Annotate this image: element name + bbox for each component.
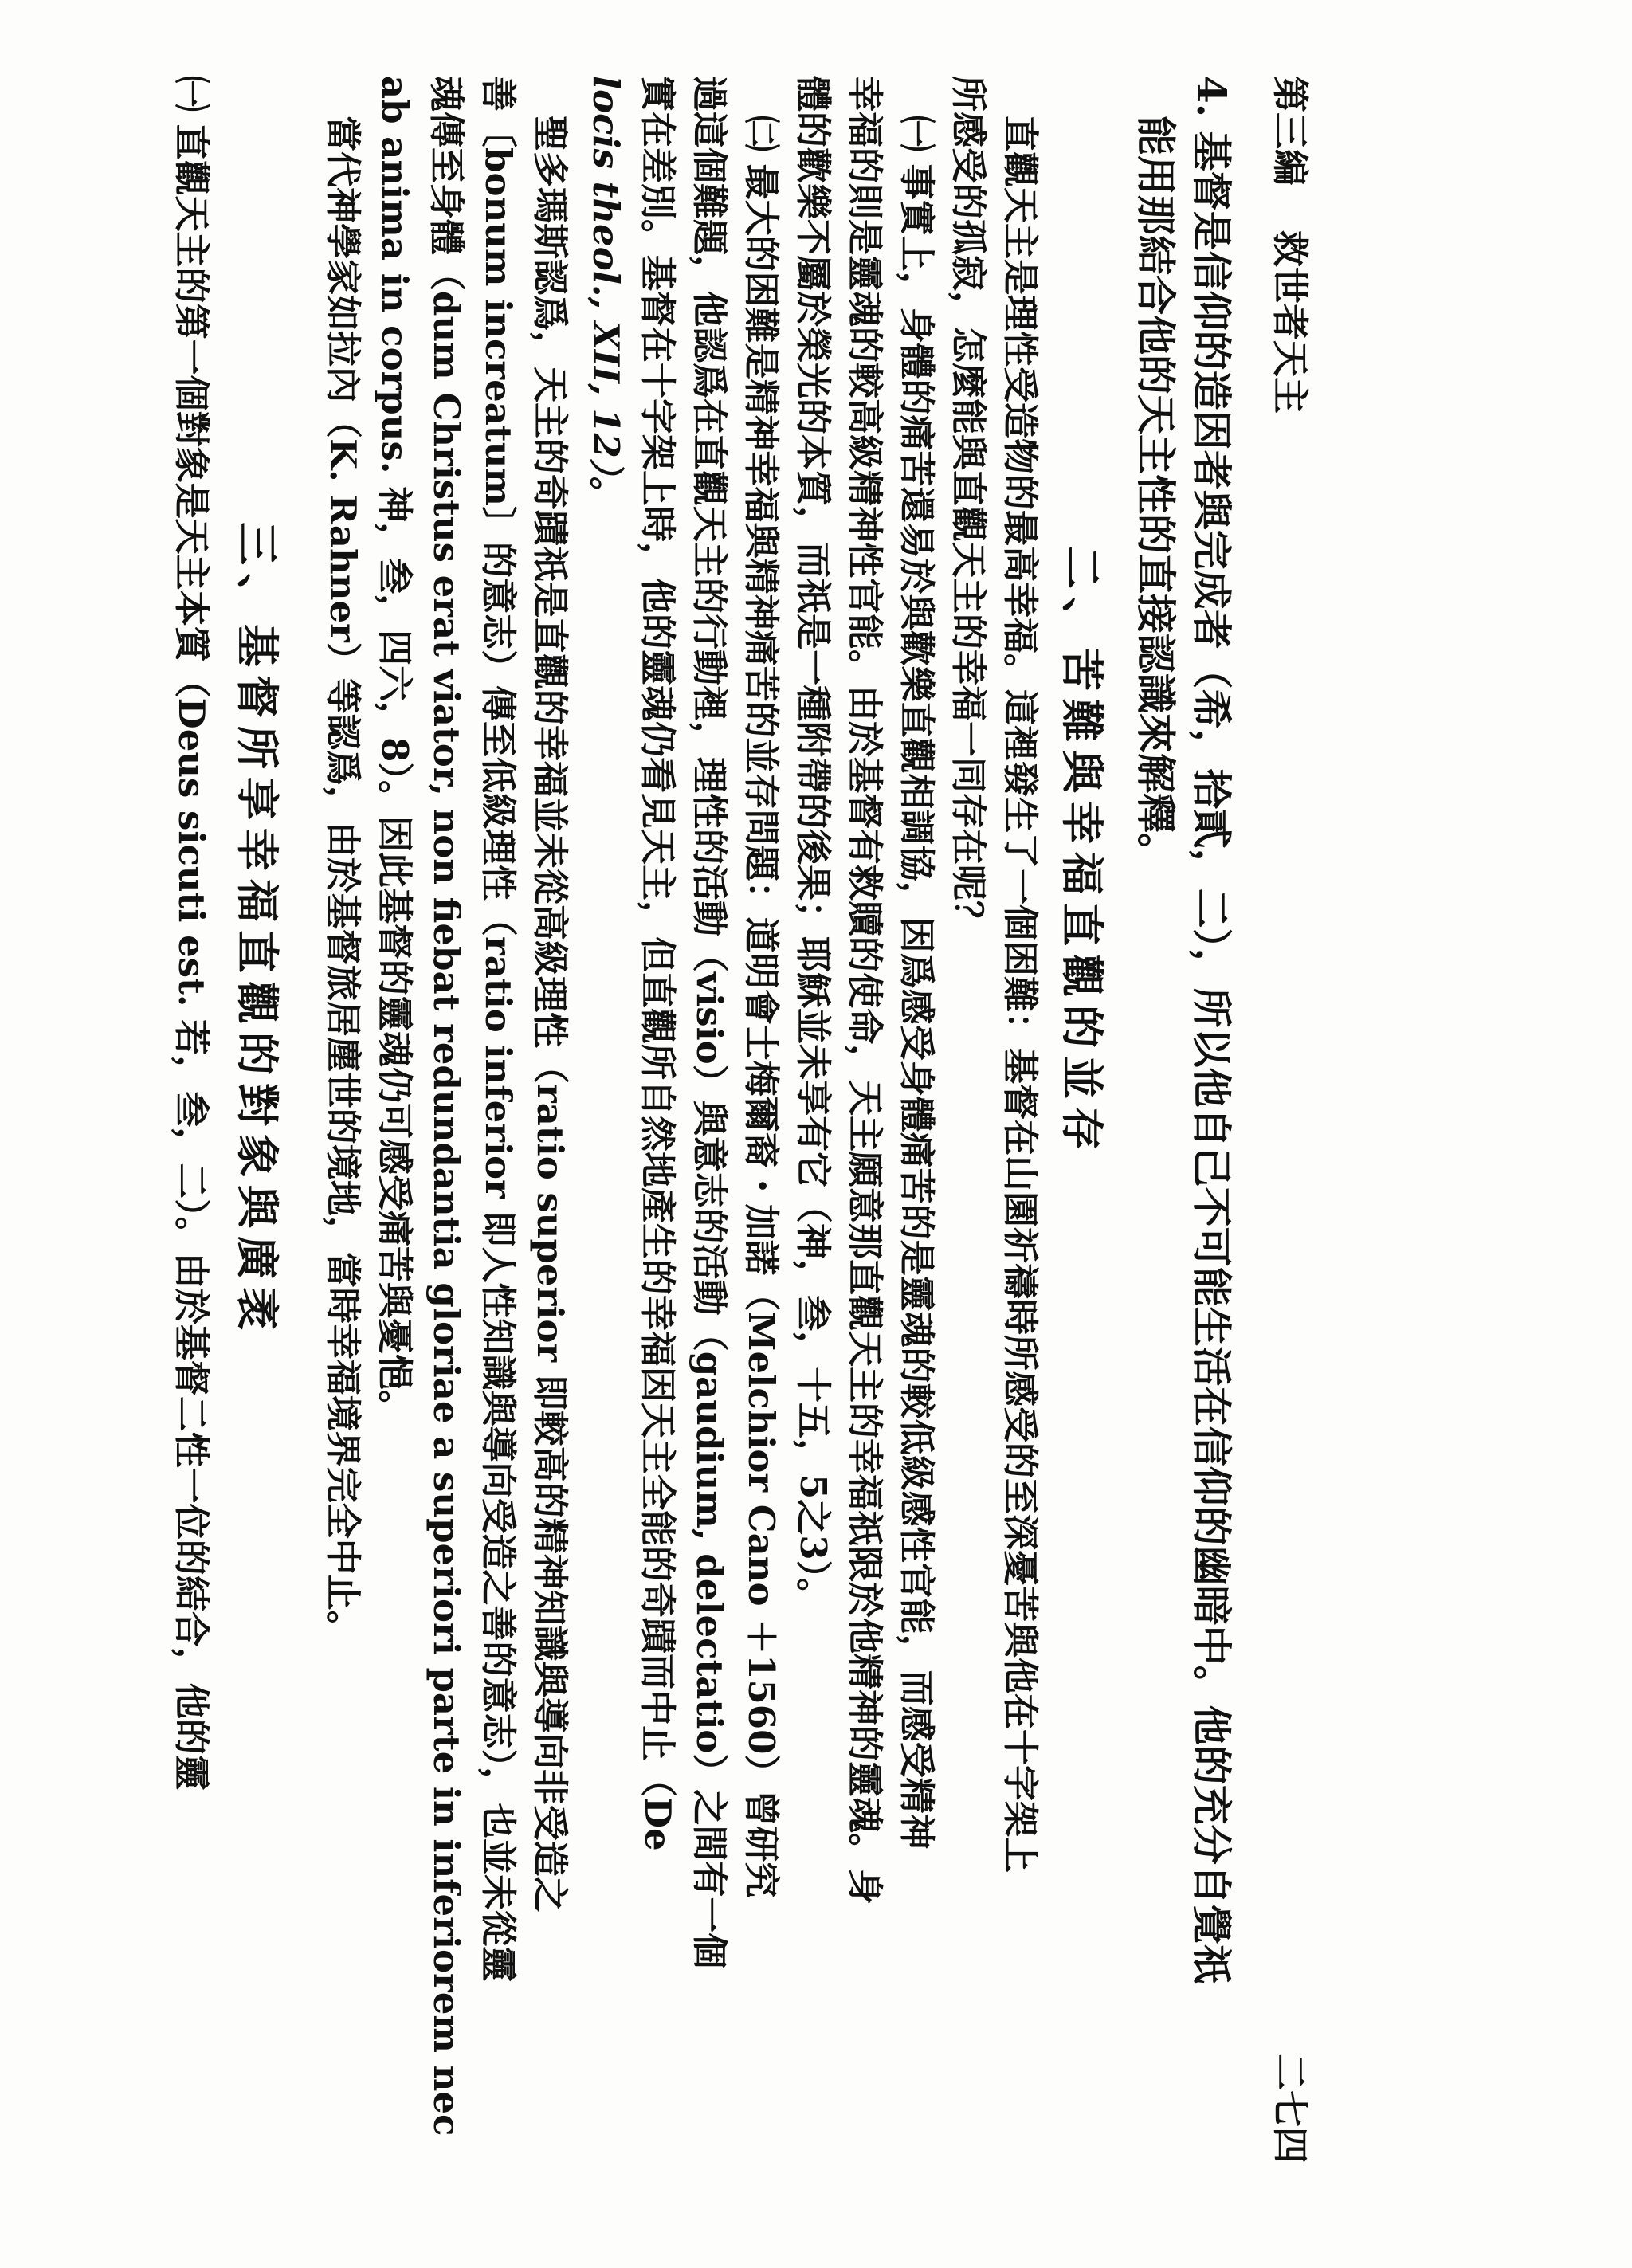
text-line: 善〔bonum increatum〕的意志）傳至低級理性（ratio inferior 即人性知識與導向受造之善的意志），也並未從靈 (477, 76, 520, 1982)
header-left (1266, 76, 1319, 445)
header-part: 第三編 (1269, 76, 1312, 186)
header-chapter: 救世者天主 (1269, 230, 1312, 414)
running-header (1263, 76, 1319, 2164)
text-line: 所感受的孤寂，怎麼能與直觀天主的幸福一同存在呢？ (947, 76, 990, 937)
text-line: ㈡ 最大的困難是精神幸福與精神痛苦的並存問題：道明會士梅爾裔・加諾（Melchior Cano ＋1560）曾研究 (740, 116, 783, 1898)
text-line: 能用那結合他的天主性的直接認識來解釋。 (1132, 116, 1179, 873)
text-line: ㈠ 直觀天主的第一個對象是天主本質（Deus sicuti est. 若，叁，二）。由於基督二性一位的結合，他的靈 (171, 76, 213, 1791)
rotated-text-block (76, 76, 1319, 2164)
text-line: 當代神學家如拉內（K. Rahner）等認爲，由於基督旅居塵世的境地，當時幸福境界完全中止。 (322, 116, 364, 1646)
page-number: 二七四 (1269, 2054, 1312, 2164)
text-line: 直觀天主是理性受造物的最高幸福。這裡發生了一個困難：基督在山園祈禱時所感受的至深憂苦與他在十字架上 (999, 116, 1042, 1874)
text-line: 聖多瑪斯認爲，天主的奇蹟祇是直觀的幸福並未從高級理性（ratio superior 即較高的精神知識與導向非受造之 (529, 116, 571, 1913)
section-heading: 三、基督所享幸福直觀的對象與廣袤 (232, 522, 283, 1338)
text-line: 體的歡樂不屬於榮光的本質，而祇是一種附帶的後果；耶穌並未享有它（神，叁，十五，5之3）。 (792, 76, 834, 1615)
text-line: ab anima in corpus. 神，叁，四六，8）。因此基督的靈魂仍可感受痛苦與憂悒。 (374, 76, 416, 1426)
text-line: 幸福的則是靈魂的較高級精神性官能。由於基督有救贖的使命，天主願意那直觀天主的幸福祇限於他精神的靈魂。身 (844, 76, 886, 1905)
section-heading: 二、苦難與幸福直觀的並存 (1057, 546, 1108, 1158)
text-line: locis theol., XII, 12）。 (585, 76, 627, 512)
text-line: 過這個難題，他認爲在直觀天主的行動裡，理性的活動（visio）與意志的活動（gaudium, delectatio）之間有一個 (688, 76, 731, 1969)
text-line: 魂傳至身體（dum Christus erat viator, non fiebat redundantia gloriae a superiori parte in inferiorem nec (426, 76, 468, 2137)
text-line: 4. 基督是信仰的造因者與完成者（希，拾貳，二），所以他自己不可能生活在信仰的幽暗中。他的充分自覺祇 (1188, 76, 1235, 1984)
text-line: 實在差別。基督在十字架上時，他的靈魂仍看見天主，但直觀所自然地產生的幸福因天主全能的奇蹟而中止（De (637, 76, 679, 1851)
text-line: ㈠ 事實上，身體的痛苦還易於與歡樂直觀相調協，因爲感受身體痛苦的是靈魂的較低級感性官能，而感受精神 (896, 116, 938, 1850)
